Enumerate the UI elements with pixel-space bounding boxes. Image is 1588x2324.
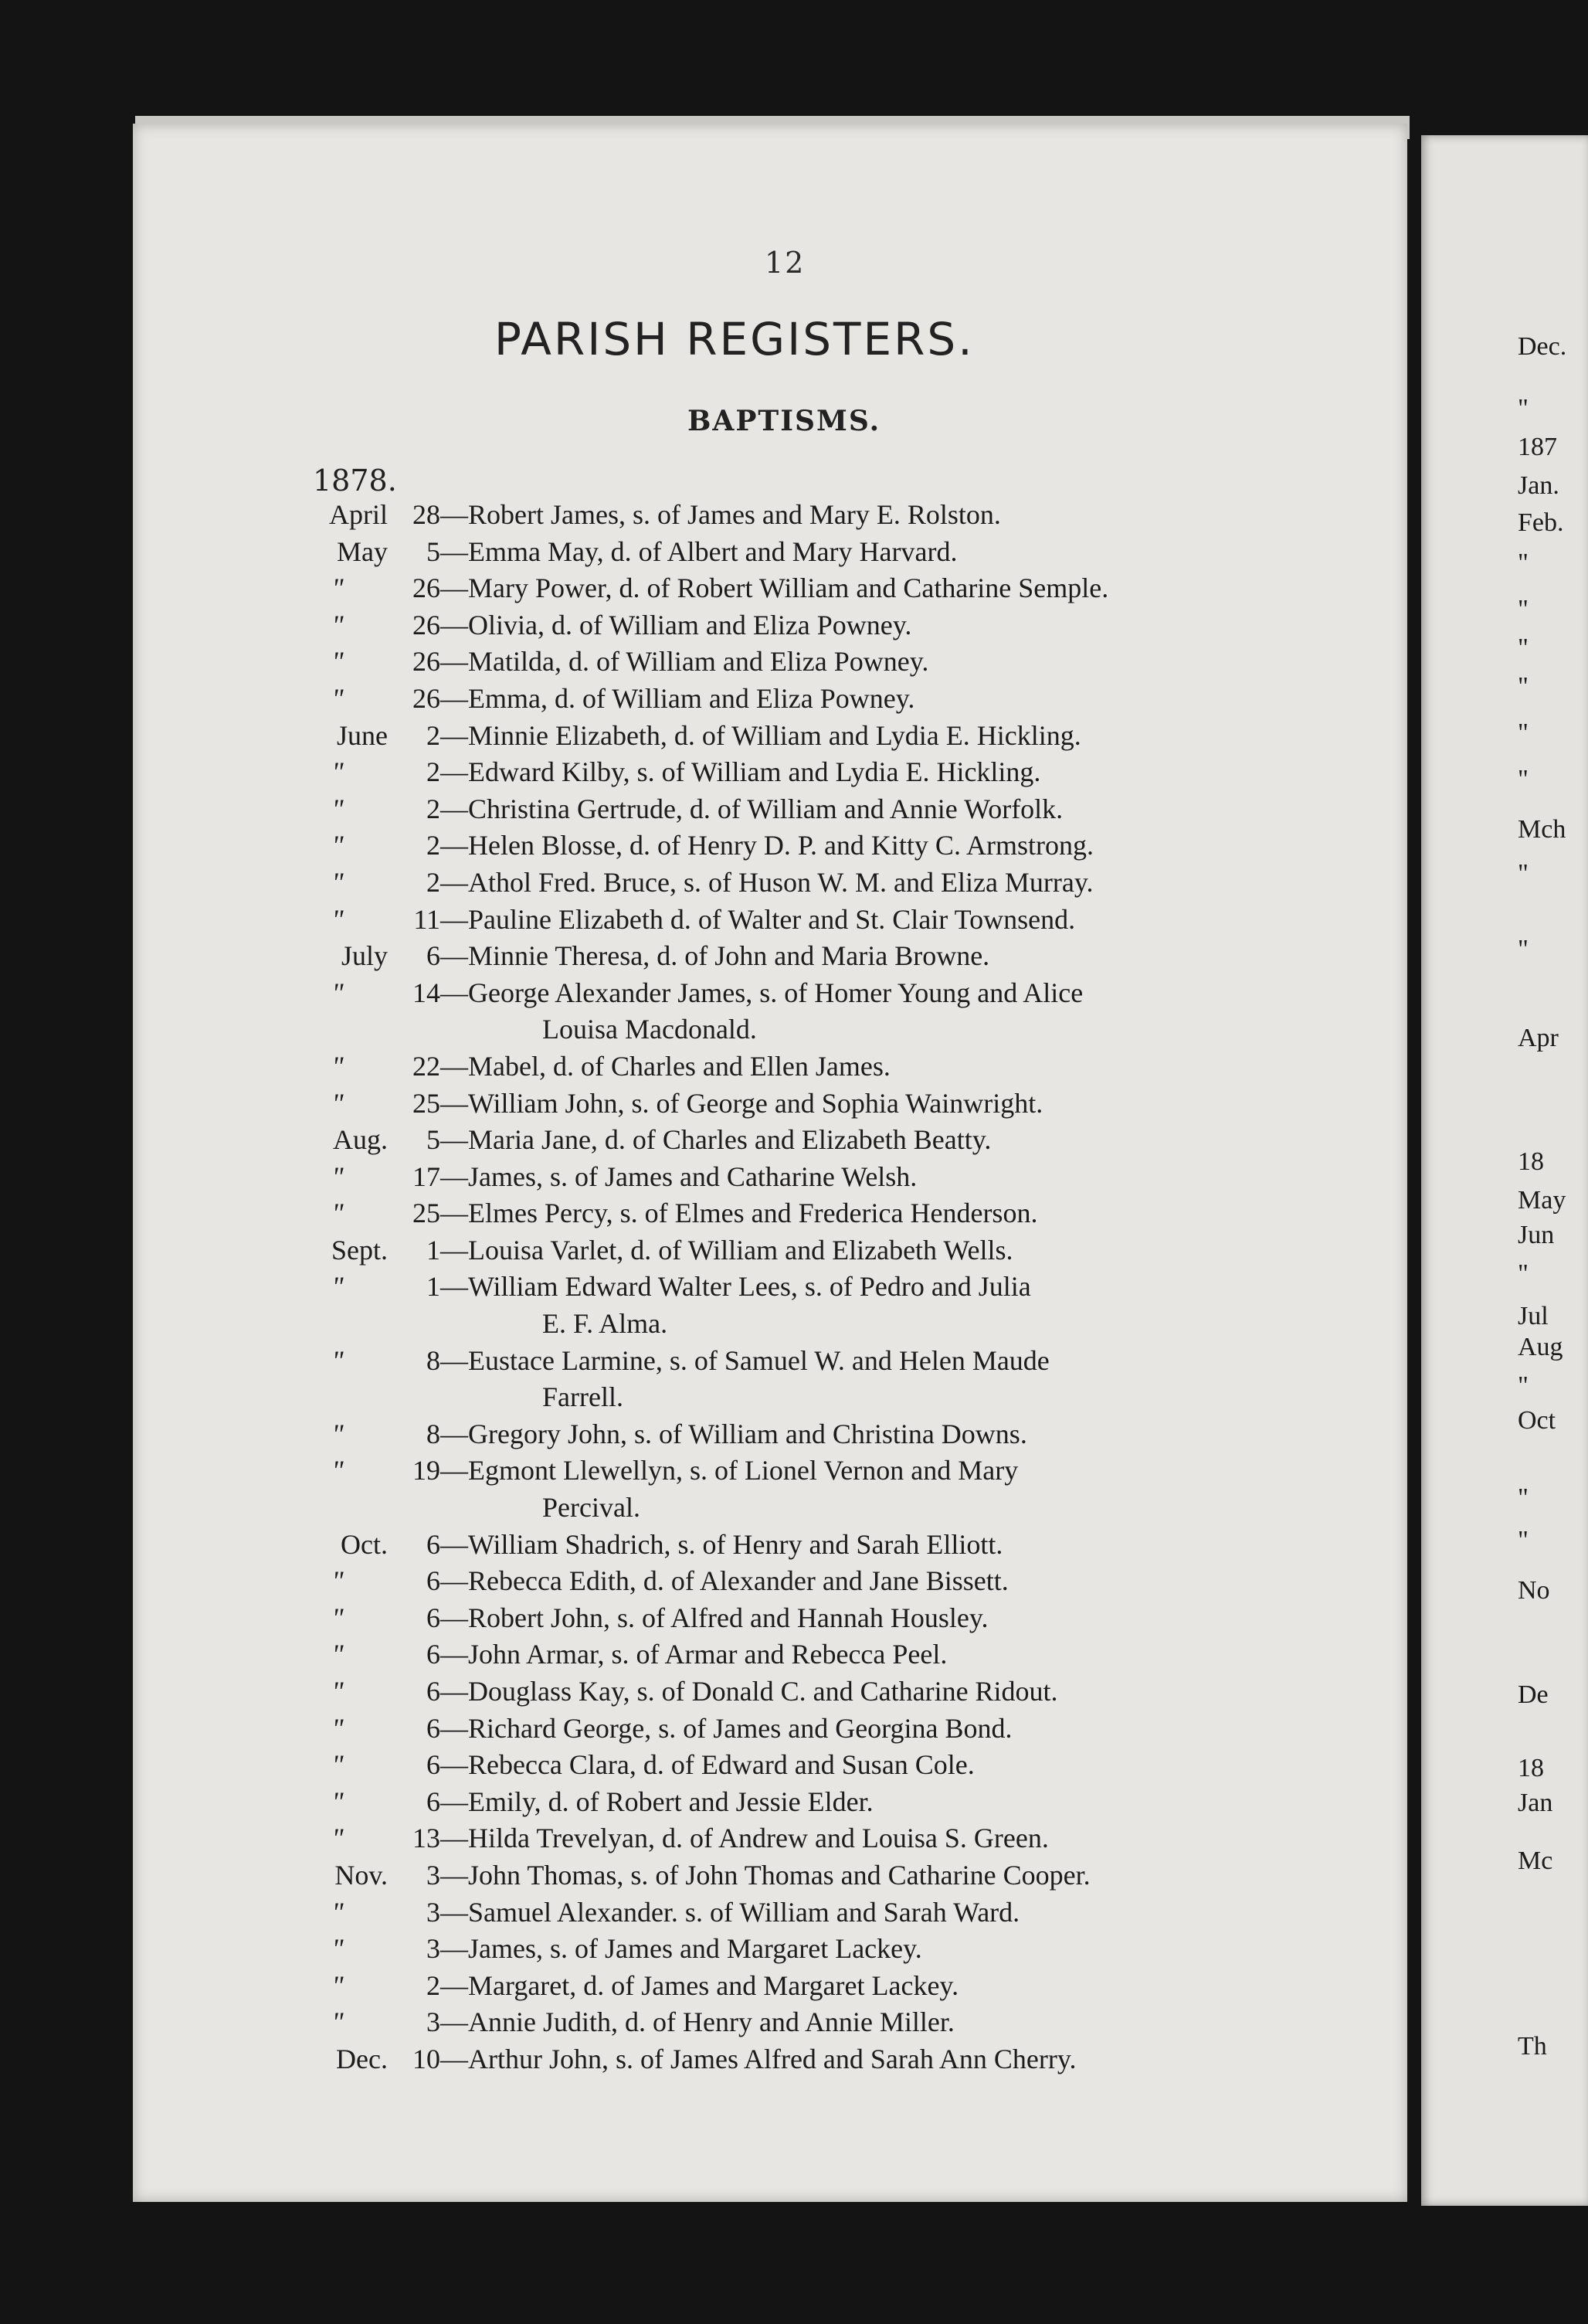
list-item [287, 1269, 1338, 1306]
entry-month: " [331, 609, 344, 640]
entry-month: " [331, 1344, 344, 1376]
entry-day: 3 [426, 1896, 440, 1928]
entry-text: —Gregory John, s. of William and Christina Downs. [440, 1418, 1027, 1449]
entry-day: 26 [412, 646, 440, 678]
entry-month: " [331, 1933, 344, 1965]
entry-text: —Maria Jane, d. of Charles and Elizabeth Beatty. [440, 1124, 992, 1156]
right-page-fragment: Apr [1518, 1024, 1559, 1052]
entry-text: —Christina Gertrude, d. of William and Annie Worfolk. [440, 793, 1064, 824]
entry-text: —Athol Fred. Bruce, s. of Huson W. M. and Eliza Murray. [440, 866, 1094, 898]
right-page-fragment: " [1518, 394, 1529, 423]
right-page-fragment: " [1518, 935, 1529, 963]
list-item [287, 534, 1338, 571]
list-item [287, 1086, 1338, 1123]
entry-day: 19 [412, 1455, 440, 1486]
entry-text: —Pauline Elizabeth d. of Walter and St. Clair Townsend. [440, 903, 1076, 935]
entry-month: April [329, 499, 388, 530]
entry-day: 8 [426, 1344, 440, 1376]
page-title: PARISH REGISTERS. [494, 313, 975, 365]
list-item [287, 1195, 1338, 1232]
entry-text: —William Shadrich, s. of Henry and Sarah Elliott. [440, 1528, 1003, 1560]
right-page-fragment: De [1518, 1680, 1549, 1709]
list-item [287, 791, 1338, 828]
list-item [287, 1894, 1338, 1932]
entry-month: " [331, 977, 344, 1008]
entry-day: 6 [426, 940, 440, 972]
right-page-fragment: Jan. [1518, 471, 1559, 500]
entry-month: " [331, 1639, 344, 1670]
entry-day: 6 [426, 1749, 440, 1781]
entry-day: 8 [426, 1418, 440, 1449]
entry-text: —Minnie Theresa, d. of John and Maria Browne. [440, 940, 990, 972]
list-item [287, 1452, 1338, 1490]
entry-month: " [331, 1676, 344, 1707]
entry-day: 2 [426, 719, 440, 751]
entry-month: " [331, 1050, 344, 1082]
entry-month: " [331, 1087, 344, 1119]
entry-text: —Robert John, s. of Alfred and Hannah Housley. [440, 1602, 989, 1633]
right-page [1421, 135, 1588, 2206]
entry-text: —John Armar, s. of Armar and Rebecca Peel. [440, 1639, 948, 1670]
entry-month: " [331, 903, 344, 935]
list-item [287, 1968, 1338, 2005]
list-item [287, 1159, 1338, 1196]
entry-continuation: Percival. [542, 1492, 640, 1524]
entry-month: " [331, 866, 344, 898]
list-item [287, 607, 1338, 644]
right-page-fragment: May [1518, 1186, 1566, 1215]
entry-day: 25 [412, 1087, 440, 1119]
entry-month: Oct. [341, 1528, 388, 1560]
right-page-fragment: " [1518, 1483, 1529, 1512]
entry-day: 5 [426, 1124, 440, 1156]
entry-text: —Elmes Percy, s. of Elmes and Frederica Henderson. [440, 1198, 1038, 1229]
entry-month: " [331, 646, 344, 678]
right-page-fragment: " [1518, 859, 1529, 888]
right-page-fragment: " [1518, 595, 1529, 623]
entry-text: —Matilda, d. of William and Eliza Powney. [440, 646, 929, 678]
entry-text: —Rebecca Edith, d. of Alexander and Jane Bissett. [440, 1565, 1009, 1597]
right-page-fragment: 187 [1518, 433, 1557, 461]
entry-text: —Douglass Kay, s. of Donald C. and Catharine Ridout. [440, 1676, 1058, 1707]
right-page-fragment: " [1518, 1371, 1529, 1400]
right-page-fragment: " [1518, 549, 1529, 577]
entry-month: " [331, 1160, 344, 1192]
entry-text: —Arthur John, s. of James Alfred and Sarah Ann Cherry. [440, 2043, 1077, 2074]
entry-text: —Samuel Alexander. s. of William and Sarah Ward. [440, 1896, 1020, 1928]
entry-day: 1 [426, 1234, 440, 1266]
entry-text: —Olivia, d. of William and Eliza Powney. [440, 609, 912, 640]
list-item [287, 902, 1338, 939]
list-item [287, 644, 1338, 681]
list-item [287, 681, 1338, 718]
entry-text: —Mary Power, d. of Robert William and Catharine Semple. [440, 573, 1109, 604]
entry-month: " [331, 1418, 344, 1449]
list-item [287, 1784, 1338, 1821]
entry-month: " [331, 1602, 344, 1633]
section-heading: BAPTISMS. [687, 405, 881, 437]
entry-day: 2 [426, 830, 440, 861]
right-page-fragment: " [1518, 672, 1529, 701]
entry-day: 5 [426, 535, 440, 567]
entry-day: 6 [426, 1602, 440, 1633]
entry-day: 26 [412, 573, 440, 604]
entry-month: Aug. [333, 1124, 388, 1156]
entry-day: 1 [426, 1271, 440, 1303]
entry-day: 2 [426, 793, 440, 824]
entry-day: 2 [426, 756, 440, 788]
right-page-fragment: " [1518, 719, 1529, 747]
entry-day: 10 [412, 2043, 440, 2074]
right-page-fragment: Jun [1518, 1221, 1555, 1249]
list-item [287, 1416, 1338, 1453]
entry-month: " [331, 756, 344, 788]
entry-day: 11 [413, 903, 440, 935]
right-page-fragment: " [1518, 1259, 1529, 1288]
entry-month: " [331, 682, 344, 714]
right-page-fragment: Jan [1518, 1789, 1553, 1817]
entry-month: " [331, 1198, 344, 1229]
entry-text: —Emily, d. of Robert and Jessie Elder. [440, 1785, 874, 1817]
entry-month: " [331, 1455, 344, 1486]
entry-continuation: Louisa Macdonald. [542, 1014, 757, 1045]
right-page-fragment: 18 [1518, 1147, 1544, 1176]
list-item [287, 497, 1338, 534]
entry-month: " [331, 1749, 344, 1781]
entry-day: 6 [426, 1712, 440, 1744]
entry-text: —Richard George, s. of James and Georgina Bond. [440, 1712, 1013, 1744]
entry-month: " [331, 830, 344, 861]
list-item [287, 1232, 1338, 1269]
entry-day: 6 [426, 1565, 440, 1597]
entry-month: " [331, 2006, 344, 2038]
entry-text: —Rebecca Clara, d. of Edward and Susan Cole. [440, 1749, 975, 1781]
right-page-fragment: Dec. [1518, 332, 1567, 361]
entry-text: —Margaret, d. of James and Margaret Lackey. [440, 1969, 959, 2001]
entry-text: —Eustace Larmine, s. of Samuel W. and Helen Maude [440, 1344, 1050, 1376]
list-item [287, 754, 1338, 791]
entry-text: —Annie Judith, d. of Henry and Annie Miller. [440, 2006, 955, 2038]
entry-day: 6 [426, 1785, 440, 1817]
entry-text: —George Alexander James, s. of Homer Young and Alice [440, 977, 1084, 1008]
entry-continuation: Farrell. [542, 1381, 623, 1413]
list-item [287, 1600, 1338, 1637]
list-item [287, 1343, 1338, 1380]
page-number: 12 [765, 246, 806, 280]
list-item [287, 1636, 1338, 1673]
list-item [287, 1747, 1338, 1784]
entry-month: " [331, 793, 344, 824]
right-page-fragment: " [1518, 765, 1529, 793]
entry-day: 28 [412, 499, 440, 530]
list-item [287, 1122, 1338, 1159]
entry-day: 17 [412, 1160, 440, 1192]
entry-day: 3 [426, 2006, 440, 2038]
right-page-fragment: Oct [1518, 1406, 1556, 1435]
list-item [287, 938, 1338, 975]
list-item [287, 1673, 1338, 1711]
entry-text: —William Edward Walter Lees, s. of Pedro and Julia [440, 1271, 1031, 1303]
entry-month: " [331, 1712, 344, 1744]
list-item [287, 1820, 1338, 1857]
entry-day: 3 [426, 1859, 440, 1891]
right-page-fragment: No [1518, 1576, 1550, 1605]
entry-text: —William John, s. of George and Sophia Wainwright. [440, 1087, 1043, 1119]
entry-text: —James, s. of James and Margaret Lackey. [440, 1933, 922, 1965]
entry-month: " [331, 1823, 344, 1854]
entry-text: —Helen Blosse, d. of Henry D. P. and Kitty C. Armstrong. [440, 830, 1094, 861]
entry-text: —Emma, d. of William and Eliza Powney. [440, 682, 915, 714]
entry-month: May [337, 535, 388, 567]
list-item [287, 1857, 1338, 1894]
right-page-fragment: Mc [1518, 1847, 1553, 1875]
list-item [287, 2004, 1338, 2041]
entry-text: —Hilda Trevelyan, d. of Andrew and Louisa S. Green. [440, 1823, 1049, 1854]
entry-month: Sept. [331, 1234, 388, 1266]
entry-day: 26 [412, 609, 440, 640]
entry-text: —Robert James, s. of James and Mary E. Rolston. [440, 499, 1001, 530]
entry-month: " [331, 1969, 344, 2001]
right-page-fragment: Feb. [1518, 508, 1564, 537]
baptism-entries [287, 497, 1338, 2078]
entry-day: 2 [426, 866, 440, 898]
right-page-fragment: Mch [1518, 815, 1566, 844]
list-item [287, 718, 1338, 755]
right-page-fragment: " [1518, 634, 1529, 662]
list-item [287, 827, 1338, 865]
right-page-fragment: Aug [1518, 1333, 1563, 1361]
list-item [287, 570, 1338, 607]
right-page-fragment: Jul [1518, 1302, 1549, 1330]
entry-day: 6 [426, 1528, 440, 1560]
entry-month: Nov. [334, 1859, 388, 1891]
entry-day: 25 [412, 1198, 440, 1229]
entry-month: " [331, 573, 344, 604]
list-item [287, 1527, 1338, 1564]
entry-month: " [331, 1271, 344, 1303]
entry-month: " [331, 1785, 344, 1817]
list-item [287, 1711, 1338, 1748]
list-item [287, 865, 1338, 902]
entry-day: 26 [412, 682, 440, 714]
right-page-fragment: Th [1518, 2032, 1547, 2061]
entry-day: 22 [412, 1050, 440, 1082]
entry-month: " [331, 1896, 344, 1928]
entry-text: —John Thomas, s. of John Thomas and Catharine Cooper. [440, 1859, 1091, 1891]
entry-day: 13 [412, 1823, 440, 1854]
entry-text: —Edward Kilby, s. of William and Lydia E. Hickling. [440, 756, 1041, 788]
list-item [287, 1048, 1338, 1086]
entry-day: 3 [426, 1933, 440, 1965]
entry-text: —Egmont Llewellyn, s. of Lionel Vernon and Mary [440, 1455, 1019, 1486]
list-item [287, 975, 1338, 1012]
right-page-fragment: 18 [1518, 1754, 1544, 1782]
entry-month: Dec. [336, 2043, 388, 2074]
list-item [287, 2041, 1338, 2078]
entry-day: 6 [426, 1639, 440, 1670]
entry-continuation: E. F. Alma. [542, 1308, 668, 1340]
entry-text: —James, s. of James and Catharine Welsh. [440, 1160, 918, 1192]
entry-day: 14 [412, 977, 440, 1008]
right-page-fragment: " [1518, 1526, 1529, 1554]
entry-month: " [331, 1565, 344, 1597]
list-item [287, 1563, 1338, 1600]
entry-day: 2 [426, 1969, 440, 2001]
entry-text: —Mabel, d. of Charles and Ellen James. [440, 1050, 891, 1082]
list-item [287, 1931, 1338, 1968]
entry-day: 6 [426, 1676, 440, 1707]
entry-text: —Louisa Varlet, d. of William and Elizabeth Wells. [440, 1234, 1013, 1266]
entry-month: June [337, 719, 388, 751]
entry-text: —Minnie Elizabeth, d. of William and Lydia E. Hickling. [440, 719, 1081, 751]
register-year: 1878. [313, 464, 397, 498]
entry-month: July [341, 940, 388, 972]
entry-text: —Emma May, d. of Albert and Mary Harvard. [440, 535, 958, 567]
